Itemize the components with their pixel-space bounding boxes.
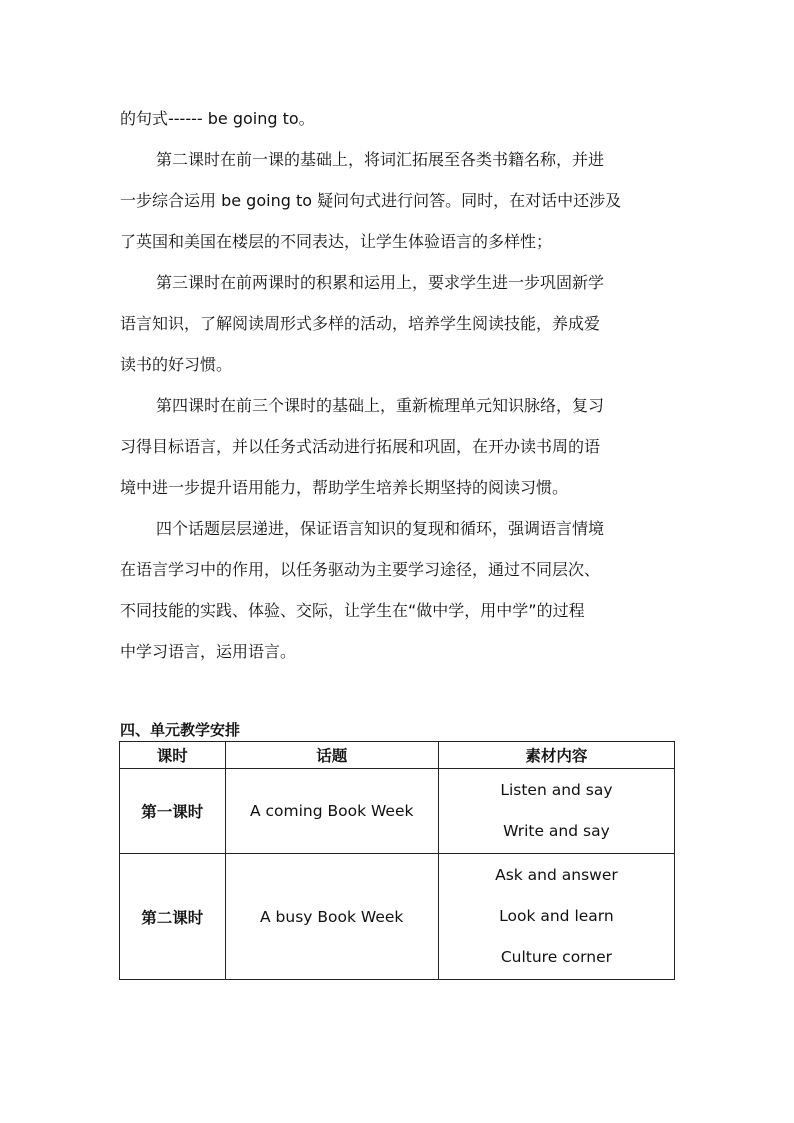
- paragraph-summary: [120, 508, 680, 672]
- material-item: Ask and answer: [495, 866, 618, 884]
- text-line: 第四课时在前三个课时的基础上，重新梳理单元知识脉络，复习: [156, 396, 605, 415]
- text-line: 在语言学习中的作用，以任务驱动为主要学习途径，通过不同层次、: [120, 560, 601, 579]
- text-line: 中学习语言，运用语言。: [120, 642, 297, 661]
- cell-lesson: 第二课时: [120, 854, 226, 980]
- cell-lesson: 第一课时: [120, 769, 226, 854]
- text-line: 了英国和美国在楼层的不同表达，让学生体验语言的多样性；: [120, 232, 553, 251]
- header-lesson: 课时: [120, 742, 226, 769]
- teaching-plan-table: [119, 741, 675, 980]
- text-line: 读书的好习惯。: [120, 355, 233, 374]
- text-line: 不同技能的实践、体验、交际，让学生在“做中学，用中学”的过程: [120, 601, 585, 620]
- text-line: 一步综合运用 be going to 疑问句式进行问答。同时，在对话中还涉及: [120, 191, 622, 210]
- material-item: Write and say: [503, 822, 610, 840]
- material-item: Culture corner: [500, 948, 613, 966]
- text-line: 习得目标语言，并以任务式活动进行拓展和巩固，在开办读书周的语: [120, 437, 601, 456]
- section-heading: 四、单元教学安排: [120, 721, 241, 739]
- table-row: [120, 769, 675, 854]
- table-row: [120, 854, 675, 980]
- header-topic: 话题: [225, 742, 438, 769]
- text-line: 的句式------ be going to。: [120, 109, 315, 128]
- material-item: Look and learn: [499, 907, 614, 925]
- text-line: 语言知识，了解阅读周形式多样的活动，培养学生阅读技能，养成爱: [120, 314, 601, 333]
- cell-topic: A busy Book Week: [225, 854, 438, 980]
- header-materials: 素材内容: [438, 742, 674, 769]
- text-line: 第二课时在前一课的基础上，将词汇拓展至各类书籍名称，并进: [156, 150, 605, 169]
- cell-materials: [438, 769, 674, 854]
- text-line: 境中进一步提升语用能力，帮助学生培养长期坚持的阅读习惯。: [120, 478, 569, 497]
- text-line: 四个话题层层递进，保证语言知识的复现和循环，强调语言情境: [156, 519, 605, 538]
- paragraph-continuation: [120, 98, 680, 139]
- paragraph-lesson-four: [120, 385, 680, 508]
- cell-materials: [438, 854, 674, 980]
- table-header-row: [120, 742, 675, 769]
- paragraph-lesson-two: [120, 139, 680, 262]
- material-item: Listen and say: [500, 781, 613, 799]
- paragraph-lesson-three: [120, 262, 680, 385]
- cell-topic: A coming Book Week: [225, 769, 438, 854]
- text-line: 第三课时在前两课时的积累和运用上，要求学生进一步巩固新学: [156, 273, 605, 292]
